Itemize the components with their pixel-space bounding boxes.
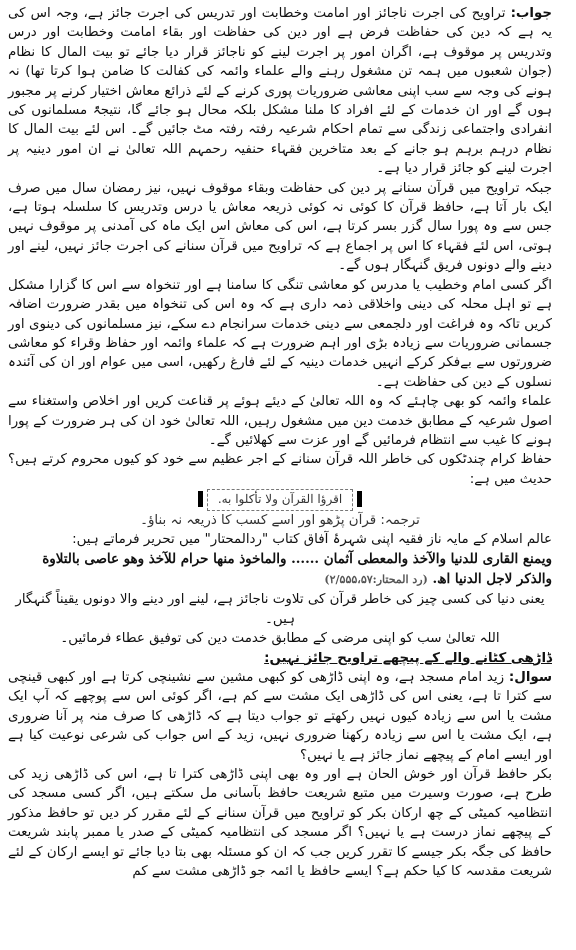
answer-label: جواب: [510, 6, 553, 21]
answer-text-1: تراویح کی اجرت ناجائز اور امامت وخطابت اور تدریس کی اجرت جائز ہے، وجہ اس کی یہ ہے کہ دین کی حفاظت فرض ہے اور دین کی حفاظت اور بقاء امامت وخطابت اور درس وتدریس پر موقوف ہے، اگران امور پر اجرت لینے کو ناجائز قرار دیا جائے تو بیت المال کا نظام (جوان شعبوں میں ہمہ تن مشغول رہنے والے علماء وائمہ کی کفالت کا ضامن ہوا کرتا تھا) نہ ہونے کی وجہ سے سب اپنی معاشی ضروریات پوری کرنے کے لئے ذرائع معاش اختیار کرنے پر مجبور ہوں گے اور ان خدمات کے لئے افراد کا ملنا مشکل بلکہ محال ہو جائے گا، نتیجۃً مسلمانوں کی انفرادی واجتماعی زندگی سے تمام احکام شرعیہ رفتہ رفتہ مٹ جائیں گے۔ اس لئے بیت المال کا نظام درہم برہم ہو جانے کے بعد متاخرین فقہاء حنفیہ رحمہم اللہ تعالیٰ نے ان امور دینیہ پر اجرت لینے کو جائز قرار دیا ہے۔ [8, 6, 552, 177]
bracket-mark [198, 491, 203, 507]
hadith-block [8, 489, 552, 510]
question-paragraph [8, 668, 552, 765]
answer-paragraph-6: عالم اسلام کے مایہ ناز فقیہ اپنی شہرۂ آفاق کتاب "ردالمحتار" میں تحریر فرماتے ہیں: [72, 531, 552, 547]
answer-paragraph-4: علماء وائمہ کو بھی چاہئے کہ وہ اللہ تعالیٰ کے دیئے ہوئے پر قناعت کریں اور اخلاص واستغناء سے اصول شرعیہ کے مطابق خدمت دین میں مشغول رہیں، اللہ تعالیٰ خود ان کی ہر ضرورت کے پورا ہونے کا غیب سے انتظام فرمائیں گے اور عزت سے کھلائیں گے۔ [8, 394, 552, 448]
answer-paragraph-2: جبکہ تراویح میں قرآن سنانے پر دین کی حفاظت وبقاء موقوف نہیں، نیز رمضان سال میں صرف ایک بار آتا ہے، حافظ قرآن کا کوئی نہ کوئی ذریعہ معاش یا درس وتدریس کا سلسلہ ہوتا ہے، جس سے وہ پورا سال گزر بسر کرتا ہے، اس کی معاش اس ایک ماہ کی آمدنی پر موقوف نہیں ہوتی، اس لئے فقہاء کا اس پر اجماع ہے کہ تراویح میں قرآن سنانے کی اجرت جائز نہیں، لینے اور دینے والے دونوں فریق گنہگار ہوں گے۔ [8, 180, 552, 274]
question-label: سوال: [508, 670, 552, 685]
quote-arabic-line-2 [8, 569, 552, 590]
answer-paragraph-8: اللہ تعالیٰ سب کو اپنی مرضی کے مطابق خدمت دین کی توفیق عطاء فرمائیں۔ [60, 631, 500, 647]
question-paragraph-2: بکر حافظ قرآن اور خوش الحان ہے اور وہ بھی اپنی ڈاڑھی کترا تا ہے، اس کی ڈاڑھی زید کی طرح ہے، صورت وسیرت میں متبع شریعت حافظ بآسانی مل سکتے ہیں، اگر کسی مسجد کی انتظامیہ کمیٹی کے چھ ارکان بکر کو تراویح میں قرآن سنانے کے لئے مقرر کر دیں تو حافظ مذکور کے پیچھے نماز درست ہے یا نہیں؟ اگر مسجد کی انتظامیہ کمیٹی کے صدر یا ممبر پابند شریعت حافظ کی جگہ بکر جیسے کا تقرر کریں جب کہ ان کو مسئلہ بھی بتا دیا جائے تو ایسے ارکان کے لئے شریعت مقدسہ کا کیا حکم ہے؟ ایسے حافظ یا ائمہ جو ڈاڑھی مشت سے کم [8, 767, 552, 880]
hadith-translation: ترجمہ: قرآن پڑھو اور اسے کسب کا ذریعہ نہ بناؤ۔ [140, 512, 420, 528]
answer-paragraph-5: حفاظ کرام چندٹکوں کی خاطر اللہ قرآن سنانے کے اجر عظیم سے خود کو کیوں محروم کرتے ہیں؟ حدیث میں ہے: [8, 452, 552, 487]
answer-paragraph-1 [8, 4, 552, 179]
answer-paragraph-3: اگر کسی امام وخطیب یا مدرس کو معاشی تنگی کا سامنا ہے اور تنخواہ سے اس کا گزارا مشکل ہے تو اہل محلہ کی دینی واخلاقی ذمہ داری ہے کہ وہ اس کی تنخواہ میں بقدر ضرورت اضافہ کریں تاکہ وہ فراغت اور دلجمعی سے دینی خدمات سرانجام دے سکے، نیز مسلمانوں کی دینوی اور جسمانی ضروریات سے زیادہ بڑی اور اہم ضرورت ہے کہ علماء وائمہ اور حفاظ وقراء کو معاشی ضرورتوں سے بےفکر کرکے انہیں خدمات دینیہ کے لئے فارغ رکھیں، اسی میں عوام اور ان کی آئندہ نسلوں کے دین کی حفاظت ہے۔ [8, 277, 552, 390]
bracket-mark [357, 491, 362, 507]
hadith-arabic: اقرؤا القرآن ولا تأكلوا به. [207, 489, 353, 510]
question-text: زید امام مسجد ہے، وہ اپنی ڈاڑھی کو کبھی مشین سے نشینچی کرتا ہے اور کبھی قینچی سے کترا تا ہے، یعنی اس کی ڈاڑھی ایک مشت سے کم ہے، اگر کوئی اس سے پوچھے کہ آپ ایک مشت یا اس سے زیادہ کیوں نہیں رکھتے تو جواب دیتا ہے کہ ڈاڑھی کا صرف منہ پر آنا ضروری ہے، ایک مشت یا اس سے زیادہ رکھنا ضروری نہیں، زید کے اس جواب کی شرعی نوعیت کیا ہے اور ایسے امام کے پیچھے نماز جائز ہے یا نہیں؟ [8, 670, 552, 763]
quote-arabic-text: والذكر لاجل الدنيا اھ. [432, 571, 552, 588]
section-heading [8, 649, 552, 668]
answer-paragraph-7: یعنی دنیا کی کسی چیز کی خاطر قرآن کی تلاوت ناجائز ہے، لینے اور دینے والا دونوں یقیناً گنہگار ہیں۔ [15, 592, 545, 627]
quote-reference: (رد المحتار:۲/۵۵۵،۵۷) [324, 573, 428, 587]
heading-text: ڈاڑھی کٹانے والے کے پیچھے تراویح جائز نہیں: [264, 650, 552, 666]
quote-arabic-line-1: ويمنع القارى للدنيا والآخذ والمعطى آثمان ...... والماخوذ منها حرام للآخذ وهو عاصى بالتلاوة [42, 551, 552, 568]
